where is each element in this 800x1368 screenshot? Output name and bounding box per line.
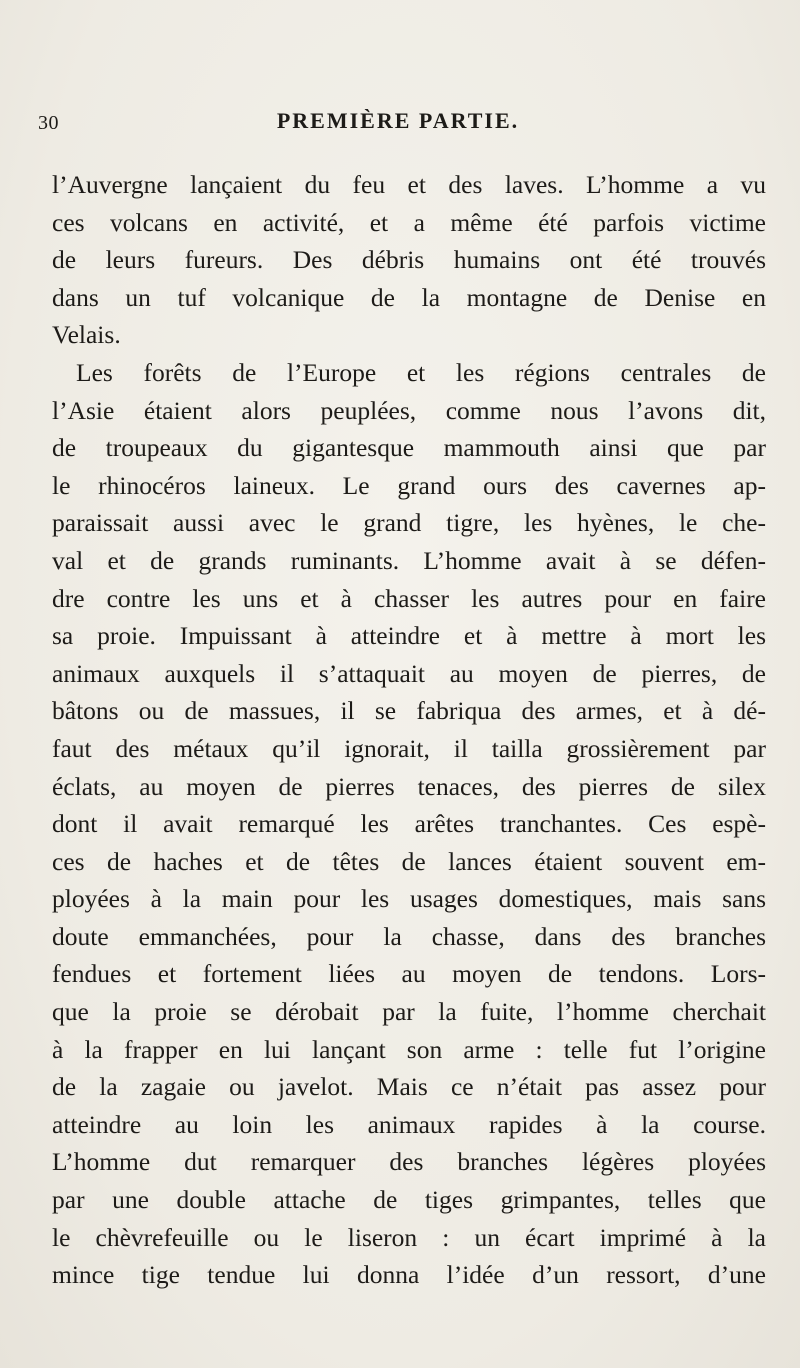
text-line: dans un tuf volcanique de la montagne de Denise en [52,282,766,312]
text-line: val et de grands ruminants. L’homme avait à se défen- [52,545,766,575]
text-line: faut des métaux qu’il ignorait, il tailla grossièrement par [52,733,766,763]
text-line: ces de haches et de têtes de lances étaient souvent em- [52,846,766,876]
text-line: fendues et fortement liées au moyen de tendons. Lors- [52,959,766,989]
text-line: le chèvrefeuille ou le liseron : un écart imprimé à la [52,1222,766,1252]
text-line: l’Asie étaient alors peuplées, comme nous l’avons dit, [52,395,766,425]
text-line: de la zagaie ou javelot. Mais ce n’était pas assez pour [52,1072,766,1102]
text-line: mince tige tendue lui donna l’idée d’un ressort, d’une [52,1260,766,1290]
text-line: Les forêts de l’Europe et les régions centrales de [76,357,766,387]
text-line: atteindre au loin les animaux rapides à la course. [52,1109,766,1139]
text-line: ployées à la main pour les usages domestiques, mais sans [52,884,766,914]
text-line: Velais. [52,320,121,350]
text-line: éclats, au moyen de pierres tenaces, des pierres de silex [52,771,766,801]
text-line: sa proie. Impuissant à atteindre et à mettre à mort les [52,621,766,651]
text-line: par une double attache de tiges grimpantes, telles que [52,1185,766,1215]
text-line: bâtons ou de massues, il se fabriqua des armes, et à dé- [52,696,766,726]
text-line: paraissait aussi avec le grand tigre, les hyènes, le che- [52,508,766,538]
text-line: l’Auvergne lançaient du feu et des laves. L’homme a vu [52,170,766,199]
text-line: à la frapper en lui lançant son arme : telle fut l’origine [52,1034,766,1064]
text-line: doute emmanchées, pour la chasse, dans des branches [52,921,766,951]
body-text [52,166,766,1294]
text-line: de leurs fureurs. Des débris humains ont été trouvés [52,245,766,275]
text-line: dre contre les uns et à chasser les autres pour en faire [52,583,766,613]
text-line: ces volcans en activité, et a même été parfois victime [52,207,766,237]
text-line: L’homme dut remarquer des branches légères ployées [52,1147,766,1177]
page-header [38,108,758,148]
text-line: le rhinocéros laineux. Le grand ours des cavernes ap- [52,470,766,500]
text-line: de troupeaux du gigantesque mammouth ainsi que par [52,433,766,463]
text-line: animaux auxquels il s’attaquait au moyen de pierres, de [52,658,766,688]
page-number: 30 [38,112,59,134]
running-head: PREMIÈRE PARTIE. [276,108,520,133]
text-line: que la proie se dérobait par la fuite, l’homme cherchait [52,997,766,1027]
text-line: dont il avait remarqué les arêtes tranchantes. Ces espè- [52,809,766,839]
